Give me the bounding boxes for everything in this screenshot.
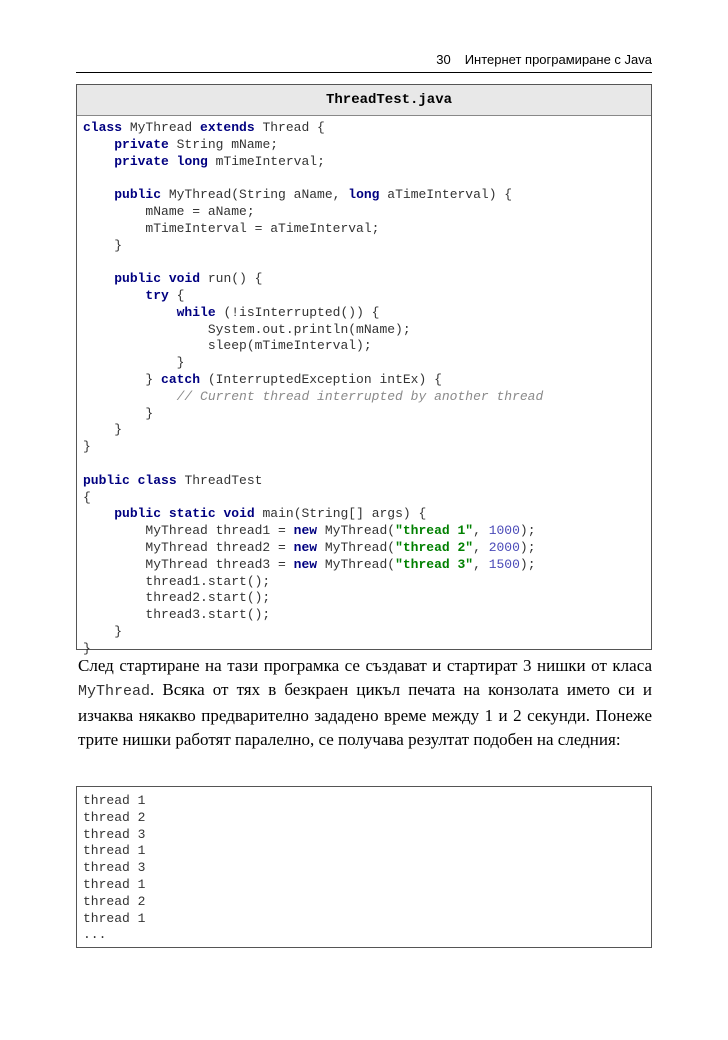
code-line <box>83 540 651 557</box>
code-line <box>83 187 651 204</box>
code-token: System.out.println(mName); <box>83 321 411 337</box>
code-token: mTimeInterval = aTimeInterval; <box>83 220 380 236</box>
code-token: MyThread thread3 = <box>83 556 294 572</box>
code-token: long <box>348 187 380 203</box>
code-token: mName = aName; <box>83 203 255 219</box>
code-token <box>83 288 145 303</box>
code-token: "thread 2" <box>395 539 474 555</box>
console-output <box>76 786 652 948</box>
output-line: thread 1 <box>83 910 146 926</box>
code-token <box>83 187 114 202</box>
code-token: private <box>114 136 169 152</box>
output-line: thread 1 <box>83 793 146 808</box>
code-line <box>83 473 651 490</box>
code-token <box>169 154 177 169</box>
code-token <box>83 305 177 320</box>
code-line <box>83 288 651 305</box>
code-token: while <box>176 304 216 320</box>
code-token: run() { <box>200 271 263 287</box>
code-token: extends <box>200 120 255 135</box>
code-line <box>83 204 651 221</box>
code-token: 1500 <box>488 556 520 572</box>
code-token: ); <box>519 539 536 555</box>
code-token: main(String[] args) { <box>254 506 427 522</box>
code-line <box>83 607 651 624</box>
code-token: "thread 3" <box>395 556 474 572</box>
code-line <box>83 355 651 372</box>
code-token <box>83 389 177 404</box>
code-token: 2000 <box>488 539 520 555</box>
code-token: MyThread( <box>317 523 396 539</box>
code-token: class <box>83 120 123 135</box>
code-line <box>83 137 651 154</box>
code-token: thread3.start(); <box>83 607 271 623</box>
code-token: public <box>114 506 162 522</box>
page-number: 30 <box>436 52 451 67</box>
code-token: mTimeInterval; <box>207 153 325 169</box>
code-token: new <box>293 523 318 539</box>
output-line: thread 2 <box>83 809 146 825</box>
code-token: MyThread( <box>317 539 396 555</box>
code-line <box>83 271 651 288</box>
inline-class-name: MyThread <box>78 683 151 700</box>
code-line <box>83 221 651 238</box>
code-token: } <box>83 355 185 371</box>
code-token: void <box>223 506 255 522</box>
code-line <box>83 372 651 389</box>
code-line <box>83 406 651 423</box>
code-line <box>83 305 651 322</box>
code-line <box>83 624 651 641</box>
body-paragraph <box>78 654 652 752</box>
code-line <box>83 574 651 591</box>
code-token: { <box>168 287 185 303</box>
code-token <box>83 137 114 152</box>
code-token: new <box>293 539 318 555</box>
code-line <box>83 238 651 255</box>
code-token: long <box>176 153 208 169</box>
code-line <box>83 154 651 171</box>
code-line <box>83 170 651 187</box>
code-token: (!isInterrupted()) { <box>215 304 380 320</box>
code-token: Thread { <box>254 120 325 135</box>
paragraph-text-end: . Всяка от тях в безкраен цикъл печата на конзолата името си и изчаква някакво предварително зададено време между 1 и 2 секунди. Понеже трите нишки работят паралелно, се получава резултат подобен на следния: <box>78 680 652 749</box>
code-line <box>83 422 651 439</box>
code-line <box>83 523 651 540</box>
code-token: } <box>83 640 91 656</box>
code-token <box>161 506 169 521</box>
code-token: try <box>145 287 169 303</box>
code-token: void <box>168 271 201 287</box>
code-token <box>83 271 114 286</box>
code-token: "thread 1" <box>395 523 474 539</box>
code-token: MyThread thread1 = <box>83 523 294 539</box>
code-token: ); <box>519 556 536 572</box>
output-body <box>77 787 651 944</box>
code-token: MyThread(String aName, <box>161 187 349 203</box>
code-token: public <box>114 187 162 203</box>
code-token <box>161 271 169 286</box>
code-token: , <box>473 556 489 572</box>
code-body <box>77 116 651 658</box>
code-line <box>83 557 651 574</box>
code-token: static <box>168 506 216 522</box>
code-token: aTimeInterval) { <box>379 187 513 203</box>
code-token: MyThread thread2 = <box>83 539 294 555</box>
output-line: thread 1 <box>83 843 146 859</box>
code-token: class <box>137 472 177 488</box>
code-line <box>83 456 651 473</box>
output-line: thread 3 <box>83 826 146 842</box>
code-token: ThreadTest <box>176 472 263 488</box>
code-token: MyThread <box>122 120 201 135</box>
code-token <box>130 473 138 488</box>
code-line <box>83 439 651 456</box>
code-filename: ThreadTest.java <box>77 85 651 116</box>
code-token: thread2.start(); <box>83 590 271 606</box>
code-line <box>83 590 651 607</box>
code-listing <box>76 84 652 656</box>
paragraph-text-start: След стартиране на тази програмка се създават и стартират 3 нишки от класа <box>78 656 652 675</box>
output-line: thread 3 <box>83 860 146 876</box>
code-token <box>83 154 114 169</box>
code-token: } <box>83 371 162 387</box>
code-token: } <box>83 439 91 455</box>
code-token: sleep(mTimeInterval); <box>83 338 372 354</box>
code-token: , <box>473 523 489 539</box>
code-token: private <box>114 153 169 169</box>
code-token: , <box>473 539 489 555</box>
page-header <box>76 50 652 73</box>
code-token: } <box>83 405 154 421</box>
code-token: thread1.start(); <box>83 573 271 589</box>
code-line <box>83 322 651 339</box>
code-line <box>83 506 651 523</box>
code-line <box>83 254 651 271</box>
code-token: } <box>83 422 123 438</box>
code-token: catch <box>161 371 201 387</box>
code-token: public <box>83 472 130 488</box>
code-line <box>83 120 651 137</box>
code-token: } <box>83 623 123 639</box>
code-line <box>83 389 651 406</box>
code-token: (InterruptedException intEx) { <box>200 371 442 387</box>
code-token: MyThread( <box>317 556 396 572</box>
code-token: { <box>83 489 91 505</box>
code-token: new <box>293 556 318 572</box>
code-line <box>83 490 651 507</box>
code-token <box>83 506 114 521</box>
code-line <box>83 338 651 355</box>
code-token: // Current thread interrupted by another thread <box>176 388 544 404</box>
code-token: 1000 <box>488 523 520 539</box>
code-token: String mName; <box>168 136 279 152</box>
book-title: Интернет програмиране с Java <box>464 52 652 67</box>
code-token: } <box>83 237 123 253</box>
output-line: ... <box>83 927 107 943</box>
output-line: thread 2 <box>83 893 146 909</box>
code-token: public <box>114 271 162 287</box>
code-token: ); <box>519 523 536 539</box>
output-line: thread 1 <box>83 876 146 892</box>
